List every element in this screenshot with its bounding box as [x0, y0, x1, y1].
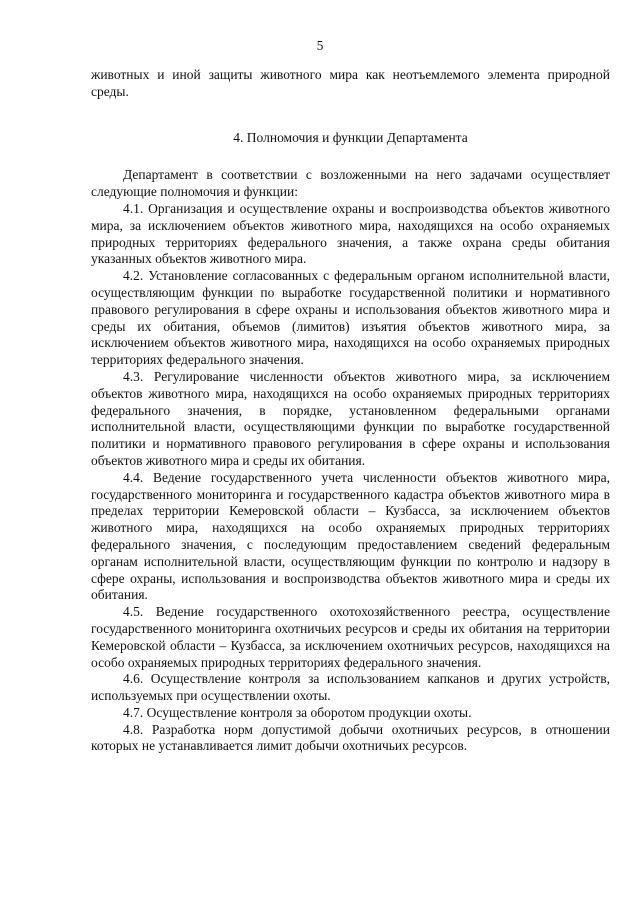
intro-continuation: животных и иной защиты животного мира как неотъемлемого элемента природной среды. — [91, 67, 610, 99]
document-body — [91, 67, 610, 755]
paragraph-4-1: 4.1. Организация и осуществление охраны и воспроизводства объектов животного мира, за исключением объектов животного мира, находящихся на особо охраняемых природных территориях федерального значения, а также охрана среды обитания указанных объектов животного мира. — [91, 200, 610, 267]
paragraph-preamble: Департамент в соответствии с возложенными на него задачами осуществляет следующие полномочия и функции: — [91, 167, 610, 200]
paragraph-4-6: 4.6. Осуществление контроля за использованием капканов и других устройств, используемых при осуществлении охоты. — [91, 671, 610, 704]
paragraph-4-4: 4.4. Ведение государственного учета численности объектов животного мира, государственного мониторинга и государственного кадастра объектов животного мира в пределах территории Кемеровской области – Кузбасса, за исключением объектов животного мира, находящихся на особо охраняемых природных территориях федерального значения, с последующим предоставлением сведений федеральным органам исполнительной власти, осуществляющим функции по контролю и надзору в сфере охраны, использования и воспроизводства объектов животного мира и среды их обитания. — [91, 469, 610, 603]
paragraph-4-8: 4.8. Разработка норм допустимой добычи охотничьих ресурсов, в отношении которых не устанавливается лимит добычи охотничьих ресурсов. — [91, 721, 610, 754]
paragraph-4-5: 4.5. Ведение государственного охотохозяйственного реестра, осуществление государственного мониторинга охотничьих ресурсов и среды их обитания на территории Кемеровской области – Кузбасса, за исключением охотничьих ресурсов, находящихся на особо охраняемых природных территориях федерального значения. — [91, 604, 610, 670]
paragraph-4-7: 4.7. Осуществление контроля за оборотом продукции охоты. — [123, 704, 472, 720]
paragraph-4-2: 4.2. Установление согласованных с федеральным органом исполнительной власти, осуществляющим функции по выработке государственной политики и нормативного правового регулирования в сфере охраны и использования объектов животного мира и среды их обитания, объемов (лимитов) изъятия объектов животного мира, за исключением объектов животного мира, находящихся на особо охраняемых природных территориях федерального значения. — [91, 268, 610, 368]
page-number: 5 — [316, 38, 324, 53]
section-title: 4. Полномочия и функции Департамента — [233, 129, 468, 145]
paragraph-4-3: 4.3. Регулирование численности объектов животного мира, за исключением объектов животного мира, находящихся на особо охраняемых природных территориях федерального значения, в порядке, установленном федеральными органами исполнительной власти, осуществляющими функции по выработке государственной политики и нормативного правового регулирования в сфере охраны и использования объектов животного мира и среды их обитания. — [91, 368, 610, 468]
